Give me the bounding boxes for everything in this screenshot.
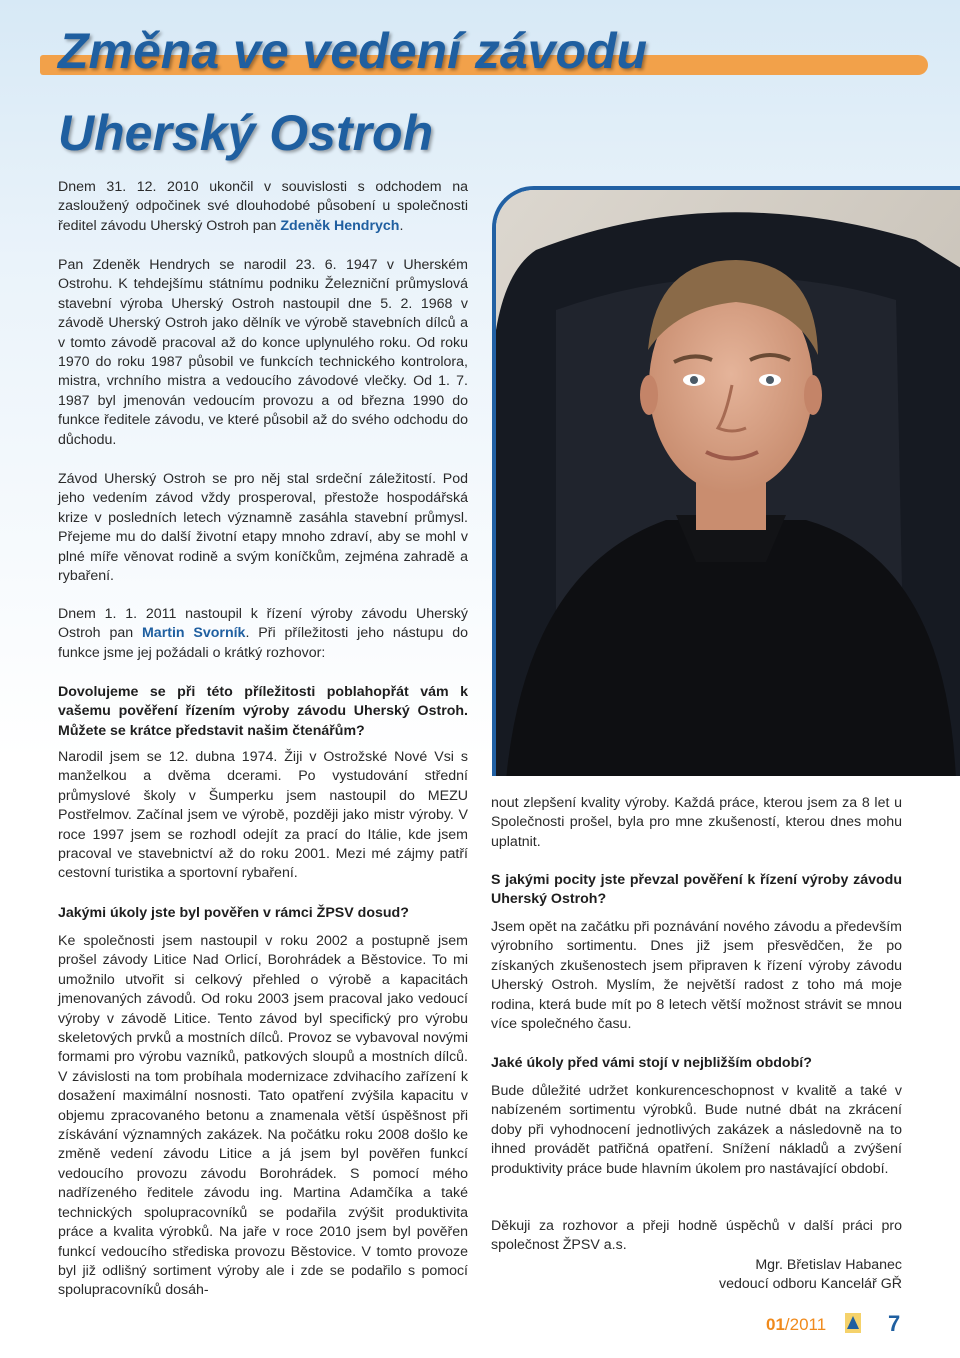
signature-name: Mgr. Břetislav Habanec (755, 1257, 902, 1273)
interview-question-4: Jaké úkoly před vámi stojí v nejbližším období? (491, 1055, 812, 1071)
retiree-name: Zdeněk Hendrych (280, 217, 400, 234)
interview-answer-4: Bude důležité udržet konkurenceschopnost v kvalitě a také v nabízeném sortimentu výrobků. Bude nutné dbát na zkrácení doby při vyhodnocení jednotlivých zakázek a následovně na to ihned provádět patřičná opatření. Snížení nákladů a zvýšení produktivity práce bude hlavním úkolem pro nastávající období. (491, 1083, 902, 1177)
portrait-photo (492, 186, 960, 776)
new-manager-name: Martin Svorník (141, 625, 246, 642)
closing-thanks: Děkuji za rozhovor a přeji hodně úspěchů v další práci pro společnost ŽPSV a.s. (491, 1218, 902, 1254)
intro-p4-text: Dnem 1. 1. 2011 nastoupil k řízení výroby závodu Uherský Ostroh pan (58, 606, 468, 642)
intro-paragraph-4 (58, 605, 468, 663)
issue-number (766, 1315, 826, 1335)
page-title-line2: Uherský Ostroh (58, 105, 434, 161)
interview-question-1: Dovolujeme se při této příležitosti poblahopřát vám k vašemu pověření řízením výroby závodu Uherský Ostroh. Můžete se krátce představit našim čtenářům? (58, 684, 468, 739)
interview-answer-2-continued: nout zlepšení kvality výroby. Každá práce, kterou jsem za 8 let u Společnosti prošel, byla pro mne zkušeností, kterou dnes mohu uplatnit. (491, 795, 902, 850)
intro-p1-end: . (399, 217, 404, 234)
interview-answer-3: Jsem opět na začátku při poznávání nového závodu a především výrobního sortimentu. Dnes již jsem přesvědčen, že po získaných zkušenostech jsem připraven k řízení výroby závodu Uherský Ostroh. Myslím, že největší radost z toho má moje rodina, která bude mít po 8 letech větší možnost strávit se mnou více společného času. (491, 919, 902, 1033)
intro-p1-text: Dnem 31. 12. 2010 ukončil v souvislosti s odchodem na zasloužený odpočinek své dlouhodobé působení u společnosti ředitel závodu Uherský Ostroh pan (58, 179, 468, 234)
page-number: 7 (888, 1311, 901, 1336)
portrait-illustration (496, 190, 960, 776)
issue-num: 01 (766, 1315, 785, 1334)
intro-paragraph-1 (58, 178, 468, 236)
intro-paragraph-2: Pan Zdeněk Hendrych se narodil 23. 6. 1947 v Uherském Ostrohu. K tehdejšímu státnímu podniku Železniční průmyslová stavební výroba Uherský Ostroh nastoupil dne 5. 2. 1968 v závodě Uherský Ostroh jako dělník ve výrobě stavebních dílců a v tomto závodě pracoval až do konce uplynulého roku. Od roku 1970 do roku 1987 působil ve funkcích technického kontrolora, mistra, vrchního mistra a vedoucího závodové vlečky. Od 1. 7. 1987 byl jmenován vedoucím provozu a od března 1990 do funkce ředitele závodu, ve které působil až do svého odchodu do důchodu. (58, 257, 468, 448)
interview-answer-2: Ke společnosti jsem nastoupil v roku 2002 a postupně jsem prošel závody Litice Nad Orlicí, Borohrádek a Běstovice. To mi umožnilo utvořit si celkový přehled o výrobě a kapacitách jmenovaných závodů. Od roku 2003 jsem pracoval jako vedoucí výroby v závodě Litice. Tento závod byl specifický pro výrobu skeletových prvků a mostních dílců. Provoz se vybavoval novými formami pro výrobu vazníků, patkových sloupů a mostních dílců. V závislosti na tom probíhala modernizace zdvihacího zařízení k dosažení maximální nosnosti. Tato opatření zvýšila kapacitu v objemu zpracovaného betonu a znamenala větší úspěšnost při získávání významných zakázek. Na počátku roku 2008 došlo ke změně vedení závodu Litice a já jsem byl pověřen funkcí vedoucího provozu závodu Borohrádek. S pomocí mého nadřízeného ředitele závodu ing. Martina Adamčíka a také technických spolupracovníků se podařila zvýšit produktivita práce a kvalita výrobků. Na jaře v roce 2010 jsem byl pověřen funkcí vedoucího střediska provozu Běstovice. V tomto provoze byl již odlišný sortiment výroby ale i zde se podařilo s pomocí spolupracovníků dosáh- (58, 933, 468, 1299)
interview-question-2: Jakými úkoly jste byl pověřen v rámci ŽPSV dosud? (58, 905, 409, 921)
intro-paragraph-3: Závod Uherský Ostroh se pro něj stal srdeční záležitostí. Pod jeho vedením závod vždy prosperoval, přestože hospodářská krize v posledních letech významně zasáhla stavební průmysl. Přejeme mu do další životní etapy mnoho zdraví, aby se mohl v plné míře věnovat rodině a svým koníčkům, zejména zahradě a rybaření. (58, 471, 468, 585)
intro-p4-end: . Při příležitosti jeho nástupu do funkce jsme jej požádali o krátký rozhovor: (58, 625, 468, 661)
interview-answer-1: Narodil jsem se 12. dubna 1974. Žiji v Ostrožské Nové Vsi s manželkou a dvěma dcerami. Po vystudování střední průmyslové školy v Šumperku jsem nastoupil do MEZU Postřelmov. Začínal jsem ve výrobě, později jako mistr výroby. V roce 1997 jsem se rozhodl odejít za prací do Itálie, kde jsem pracoval ve stavebnictví až do roku 2001. Mezi mé zájmy patří cestovní turistika a sportovní rybaření. (58, 749, 468, 882)
company-logo-icon (845, 1313, 861, 1333)
issue-year: /2011 (784, 1315, 827, 1334)
interview-question-3: S jakými pocity jste převzal pověření k řízení výroby závodu Uherský Ostroh? (491, 872, 902, 908)
signature-role: vedoucí odboru Kancelář GŘ (719, 1276, 902, 1292)
page-title-line1: Změna ve vedení závodu (58, 23, 648, 79)
